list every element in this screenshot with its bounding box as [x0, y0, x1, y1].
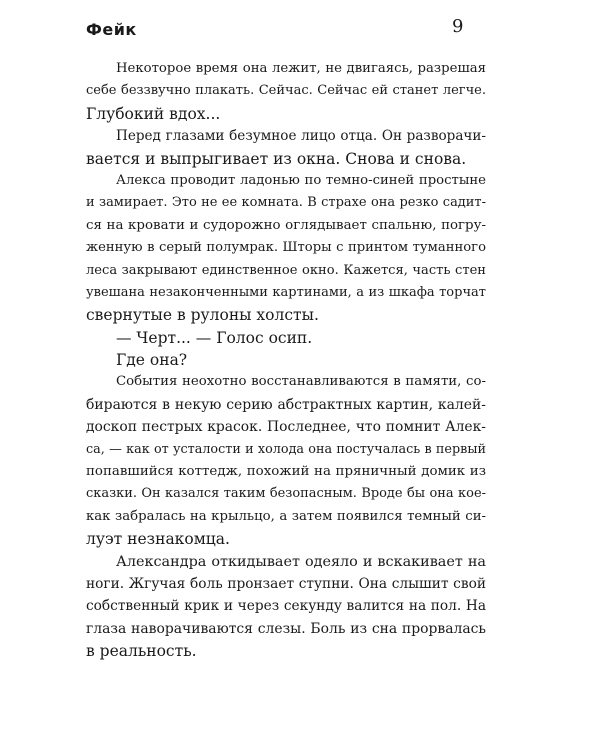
paragraph-line: свернутые в рулоны холсты. — [86, 306, 319, 325]
paragraph-line: леса закрывают единственное окно. Кажется, часть стен — [86, 262, 486, 278]
paragraph-line: глаза наворачиваются слезы. Боль из сна прорвалась — [86, 620, 486, 637]
paragraph-line: — Черт... — Голос осип. — [116, 328, 313, 347]
paragraph-line: Перед глазами безумное лицо отца. Он разворачи- — [116, 128, 486, 145]
paragraph-line: женную в серый полумрак. Шторы с принтом туманного — [86, 240, 486, 256]
paragraph-line: себе беззвучно плакать. Сейчас. Сейчас ей станет легче. — [86, 83, 486, 99]
paragraph-line: Глубокий вдох... — [86, 104, 221, 123]
paragraph-line: вается и выпрыгивает из окна. Снова и снова. — [86, 149, 467, 168]
paragraph-line: ся на кровати и судорожно оглядывает спальню, погру- — [86, 217, 486, 233]
paragraph-line: са, — как от усталости и холода она постучалась в первый — [86, 441, 486, 457]
paragraph-line: и замирает. Это не ее комната. В страхе она резко садит- — [86, 195, 486, 211]
body-text — [86, 58, 486, 663]
paragraph-line: собственный крик и через секунду валится на пол. На — [86, 598, 486, 615]
paragraph-line: луэт незнакомца. — [86, 530, 230, 549]
paragraph-line: Некоторое время она лежит, не двигаясь, разрешая — [116, 61, 486, 76]
paragraph-line: ноги. Жгучая боль пронзает ступни. Она слышит свой — [86, 575, 486, 592]
paragraph-line: бираются в некую серию абстрактных картин, калей- — [86, 396, 486, 413]
running-head: Фейк — [86, 20, 137, 39]
paragraph-line: попавшийся коттедж, похожий на пряничный домик из — [86, 464, 486, 480]
page-number: 9 — [452, 16, 464, 37]
paragraph-line: События неохотно восстанавливаются в памяти, со- — [116, 374, 486, 390]
paragraph-line: в реальность. — [86, 642, 197, 661]
paragraph-line: Где она? — [116, 351, 188, 370]
paragraph-line: Алекса проводит ладонью по темно-синей простыне — [116, 172, 486, 188]
paragraph-line: как забралась на крыльцо, а затем появился темный си- — [86, 508, 486, 524]
paragraph-line: доскоп пестрых красок. Последнее, что помнит Алек- — [86, 419, 486, 436]
paragraph-line: увешана незаконченными картинами, а из шкафа торчат — [86, 284, 486, 300]
paragraph-line: Александра откидывает одеяло и вскакивает на — [116, 553, 486, 570]
paragraph-line: сказки. Он казался таким безопасным. Вроде бы она кое- — [86, 486, 486, 502]
